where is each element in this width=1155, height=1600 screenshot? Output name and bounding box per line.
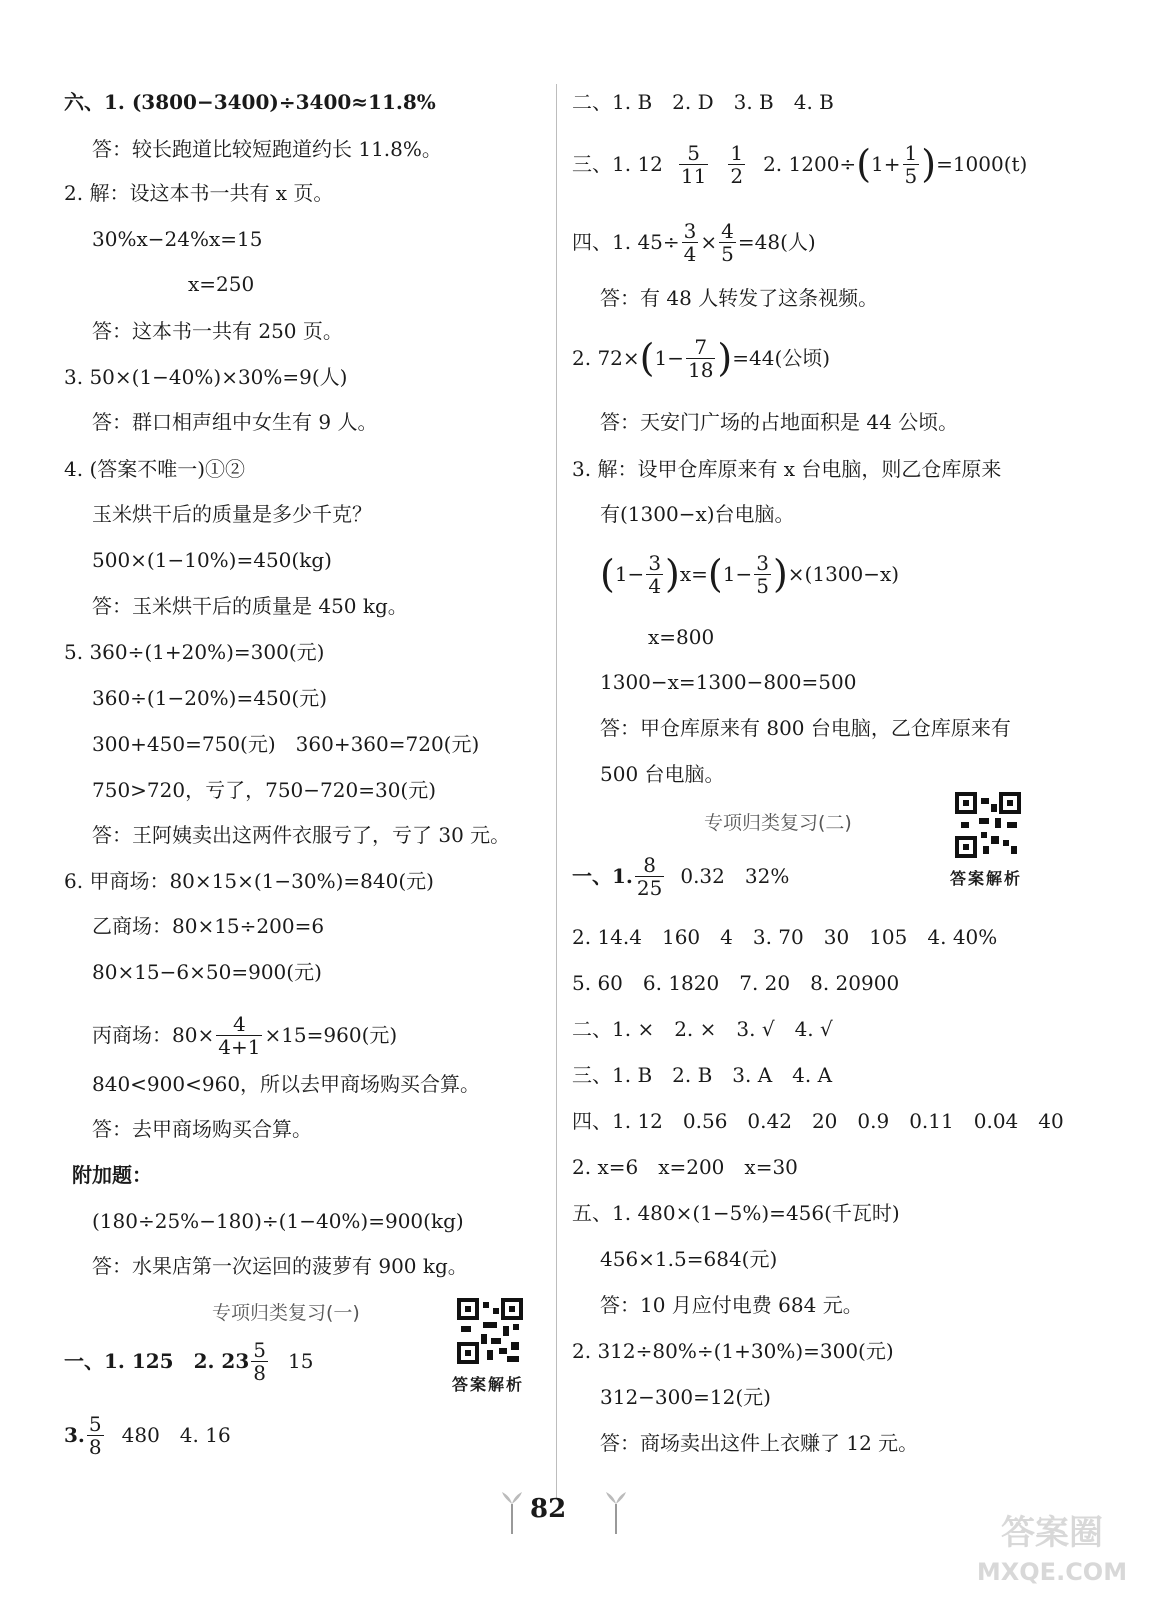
denominator: 4: [648, 573, 662, 598]
denominator: 18: [687, 357, 714, 382]
fraction: [728, 142, 745, 187]
text: 3.: [64, 1423, 85, 1447]
answer-line: 答：甲仓库原来有 800 台电脑，乙仓库原来有: [600, 716, 1011, 740]
paren-open: (: [600, 552, 615, 596]
equation-line: x=250: [188, 272, 255, 296]
equation-line: 30%x−24%x=15: [92, 227, 263, 251]
equation-line: 312−300=12(元): [600, 1385, 771, 1409]
answer-line: [572, 848, 789, 904]
text: 四、1. 45÷: [572, 230, 680, 254]
numerator: 3: [756, 550, 769, 575]
numerator: 8: [643, 852, 656, 877]
equation-line: 456×1.5=684(元): [600, 1247, 778, 1271]
text: 2. 1200÷: [763, 152, 857, 176]
qr-label: 答案解析: [950, 869, 1023, 888]
answer-line: 答：去甲商场购买合算。: [92, 1117, 312, 1141]
denominator: 5: [721, 241, 734, 266]
qr-code-icon[interactable]: [457, 1298, 523, 1364]
leaf-ornament-icon: [604, 1490, 628, 1536]
equation-line: (180÷25%−180)÷(1−40%)=900(kg): [92, 1209, 464, 1233]
answer-line: [572, 214, 816, 270]
answer-line: 2. 14.4 160 4 3. 70 30 105 4. 40%: [572, 925, 998, 949]
equation-line: 80×15−6×50=900(元): [92, 960, 322, 984]
text: 480 4. 16: [121, 1423, 231, 1447]
numerator: 4: [232, 1011, 246, 1036]
watermark-logo: [967, 1502, 1137, 1592]
text: =44(公顷): [732, 346, 831, 370]
section-title: 专项归类复习(二): [704, 812, 852, 834]
fraction: [686, 336, 715, 381]
equation-line: 750>720，亏了，750−720=30(元): [92, 778, 437, 802]
equation-line: x=800: [648, 625, 715, 649]
answer-line: 6. 甲商场：80×15×(1−30%)=840(元): [64, 869, 434, 893]
answer-line: 2. 解：设这本书一共有 x 页。: [64, 181, 334, 205]
paren-close: ): [717, 336, 733, 380]
text: 15: [288, 1349, 314, 1373]
paren-close: ): [921, 142, 937, 186]
answer-line: 四、1. 12 0.56 0.42 20 0.9 0.11 0.04 40: [572, 1109, 1064, 1133]
answer-line: 答：较长跑道比较短跑道约长 11.8%。: [92, 137, 442, 161]
answer-line: 二、1. B 2. D 3. B 4. B: [572, 90, 834, 114]
denominator: 25: [636, 875, 663, 900]
fraction: [635, 854, 664, 899]
fraction: [903, 142, 920, 187]
fraction: [87, 1413, 104, 1458]
numerator: 5: [687, 140, 700, 165]
answer-line: [64, 1336, 313, 1386]
fraction: [679, 142, 708, 187]
fraction: [251, 1339, 268, 1384]
qr-code-icon[interactable]: [955, 792, 1021, 858]
paren-open: (: [856, 142, 872, 186]
fraction: [682, 220, 699, 265]
bonus-heading: 附加题：: [72, 1163, 152, 1187]
qr-label: 答案解析: [452, 1375, 525, 1394]
text: ×: [700, 230, 718, 254]
denominator: 8: [253, 1360, 266, 1385]
fraction: [646, 552, 663, 597]
column-divider: [556, 84, 557, 1499]
denominator: 4+1: [218, 1034, 261, 1059]
answer-line: 答：商场卖出这件上衣赚了 12 元。: [600, 1431, 919, 1455]
answer-line: 答：王阿姨卖出这两件衣服亏了，亏了 30 元。: [92, 823, 511, 847]
text: x=: [679, 562, 708, 586]
watermark-text: 答案圈: [1001, 1513, 1103, 1553]
text: 1−: [722, 562, 753, 586]
answer-line: 二、1. × 2. × 3. √ 4. √: [572, 1017, 833, 1041]
answer-line: 答：玉米烘干后的质量是 450 kg。: [92, 594, 408, 618]
text: =48(人): [737, 230, 816, 254]
denominator: 5: [756, 573, 769, 598]
answer-line: 500 台电脑。: [600, 762, 725, 786]
leaf-ornament-icon: [500, 1490, 524, 1536]
paren-close: ): [665, 552, 680, 596]
denominator: 2: [730, 163, 744, 188]
text: 丙商场：80×: [92, 1023, 215, 1047]
answer-line: 五、1. 480×(1−5%)=456(千瓦时): [572, 1201, 900, 1225]
answer-line: 5. 60 6. 1820 7. 20 8. 20900: [572, 971, 900, 995]
answer-line: [64, 1410, 231, 1460]
numerator: 3: [648, 550, 662, 575]
paren-open: (: [639, 336, 655, 380]
numerator: 3: [683, 218, 697, 243]
text: 1+: [871, 152, 901, 176]
answer-line: 3. 解：设甲仓库原来有 x 台电脑，则乙仓库原来: [572, 457, 1002, 481]
answer-line: 2. 312÷80%÷(1+30%)=300(元): [572, 1339, 894, 1363]
fraction: [719, 220, 736, 265]
text: ×15=960(元): [264, 1023, 398, 1047]
answer-line: 5. 360÷(1+20%)=300(元): [64, 640, 325, 664]
equation-line: 500×(1−10%)=450(kg): [92, 548, 332, 572]
answer-line: 答：有 48 人转发了这条视频。: [600, 286, 879, 310]
answer-line: 有(1300−x)台电脑。: [600, 502, 795, 526]
fraction: [216, 1013, 262, 1058]
numerator: 1: [730, 140, 744, 165]
equation-line: [92, 1010, 397, 1060]
text: ×(1300−x): [787, 562, 900, 586]
text: 一、1. 125 2. 23: [64, 1349, 250, 1373]
numerator: 5: [88, 1411, 102, 1436]
answer-line: [572, 136, 1027, 192]
denominator: 5: [904, 163, 918, 188]
denominator: 8: [88, 1434, 102, 1459]
answer-line: 答：水果店第一次运回的菠萝有 900 kg。: [92, 1254, 468, 1278]
text: 一、1.: [572, 864, 633, 888]
equation-line: 360÷(1−20%)=450(元): [92, 686, 328, 710]
page-number: 82: [530, 1494, 567, 1524]
answer-line: 六、1. (3800−3400)÷3400≈11.8%: [64, 90, 436, 114]
equation-line: 乙商场：80×15÷200=6: [92, 914, 325, 938]
answer-line: 玉米烘干后的质量是多少千克？: [92, 502, 372, 526]
numerator: 1: [904, 140, 918, 165]
answer-line: 4. (答案不唯一)①②: [64, 457, 246, 481]
answer-line: 答：天安门广场的占地面积是 44 公顷。: [600, 410, 959, 434]
answer-line: 答：这本书一共有 250 页。: [92, 319, 343, 343]
denominator: 4: [683, 241, 697, 266]
text: 2. 72×: [572, 346, 640, 370]
answer-line: 2. x=6 x=200 x=30: [572, 1155, 798, 1179]
answer-line: 三、1. B 2. B 3. A 4. A: [572, 1063, 833, 1087]
equation-line: 300+450=750(元) 360+360=720(元): [92, 732, 480, 756]
answer-line: 3. 50×(1−40%)×30%=9(人): [64, 365, 348, 389]
text: 0.32 32%: [680, 864, 790, 888]
text: 1−: [614, 562, 645, 586]
answer-line: 答：群口相声组中女生有 9 人。: [92, 410, 378, 434]
text: 三、1. 12: [572, 152, 663, 176]
section-title: 专项归类复习(一): [212, 1302, 360, 1324]
answer-line: [572, 330, 830, 386]
fraction: [754, 552, 771, 597]
equation-line: 1300−x=1300−800=500: [600, 670, 857, 694]
watermark-text: MXQE.COM: [976, 1558, 1128, 1586]
equation-line: [600, 546, 899, 602]
paren-close: ): [772, 552, 788, 596]
numerator: 4: [721, 218, 734, 243]
numerator: 7: [694, 334, 708, 359]
text: =1000(t): [936, 152, 1028, 176]
answer-line: 840<900<960，所以去甲商场购买合算。: [92, 1072, 481, 1096]
numerator: 5: [253, 1337, 266, 1362]
denominator: 11: [680, 163, 707, 188]
paren-open: (: [707, 552, 723, 596]
answer-line: 答：10 月应付电费 684 元。: [600, 1293, 863, 1317]
text: 1−: [654, 346, 684, 370]
